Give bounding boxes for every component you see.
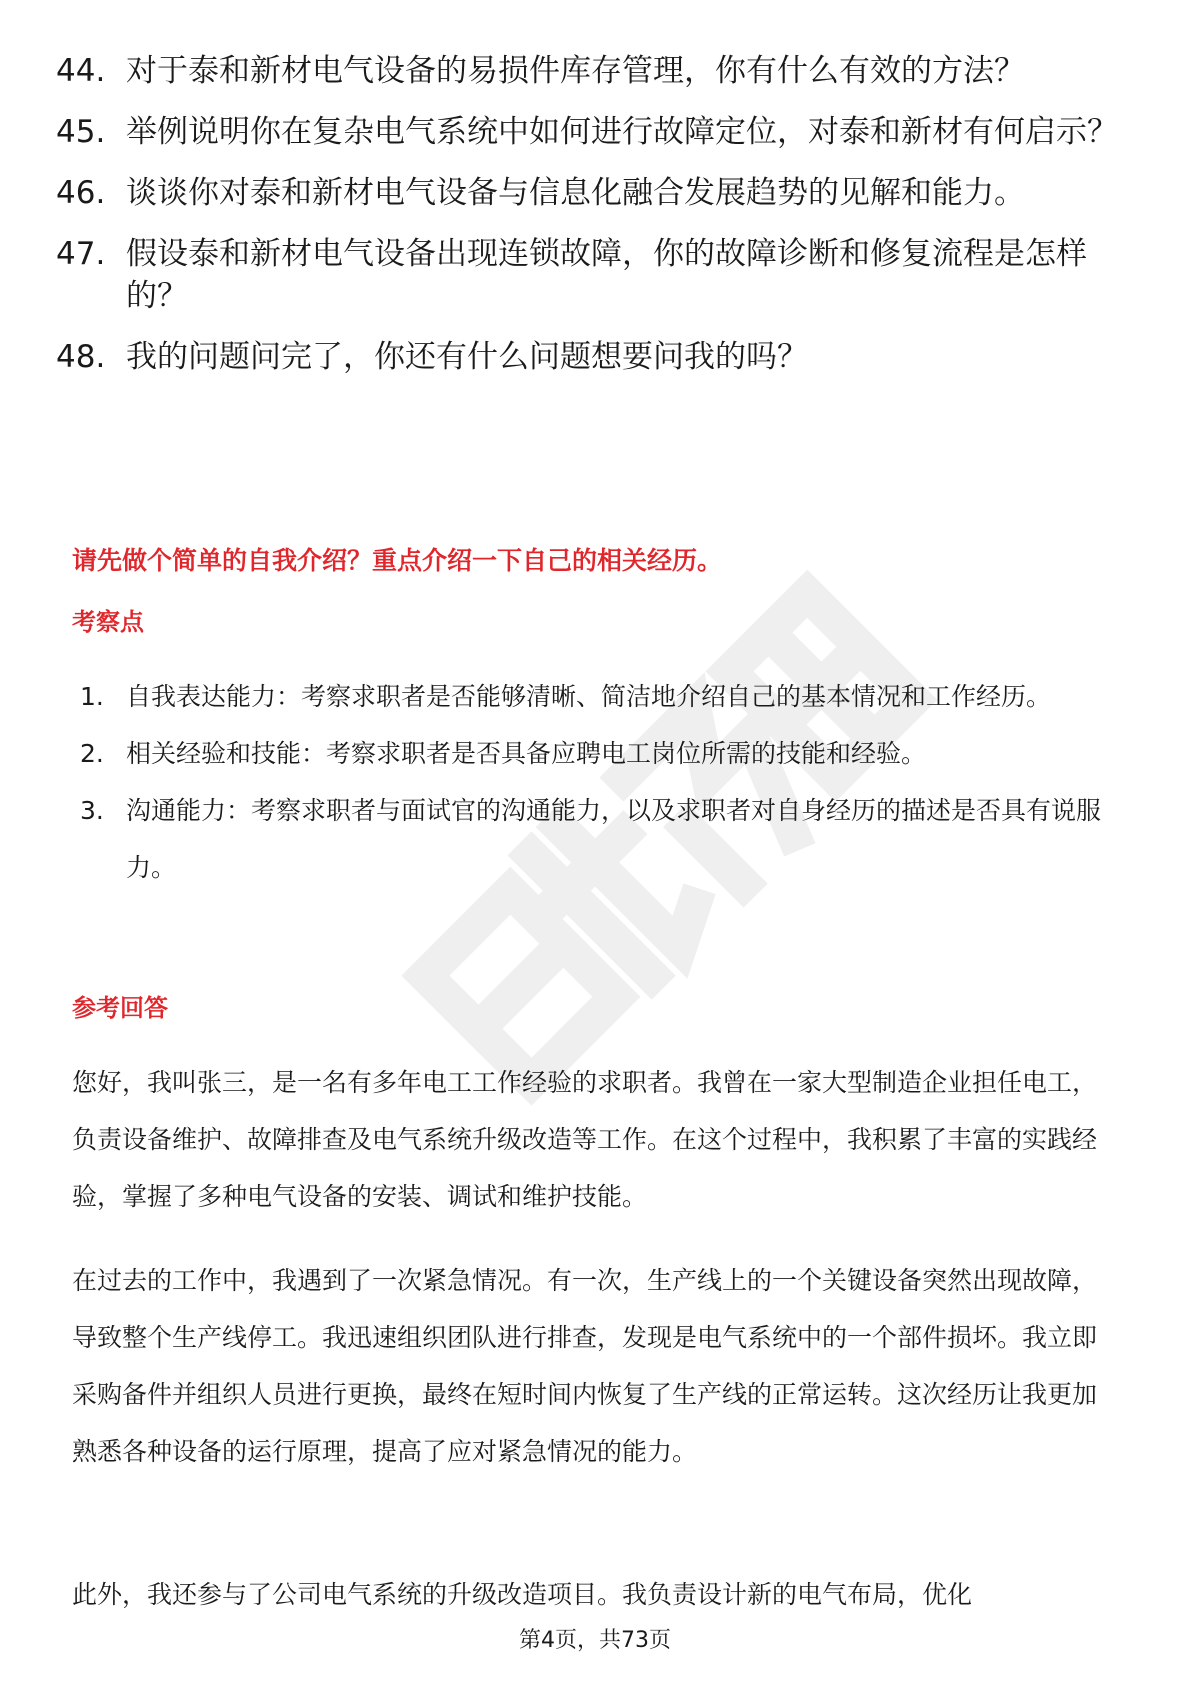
assessment-point [80,782,1120,896]
point-text: 自我表达能力：考察求职者是否能够清晰、简洁地介绍自己的基本情况和工作经历。 [126,682,1052,711]
question-text: 举例说明你在复杂电气系统中如何进行故障定位，对泰和新材有何启示？ [126,114,1118,150]
points-heading: 考察点 [72,608,144,636]
question-text: 谈谈你对泰和新材电气设备与信息化融合发展趋势的见解和能力。 [126,175,1025,211]
question-item [56,111,1146,153]
assessment-point [80,668,1120,725]
answer-paragraph: 此外，我还参与了公司电气系统的升级改造项目。我负责设计新的电气布局，优化 [72,1580,973,1609]
answer-paragraph: 在过去的工作中，我遇到了一次紧急情况。有一次，生产线上的一个关键设备突然出现故障，导致整个生产线停工。我迅速组织团队进行排查，发现是电气系统中的一个部件损坏。我立即采购备件并组织人员进行更换，最终在短时间内恢复了生产线的正常运转。这次经历让我更加熟悉各种设备的运行原理，提高了应对紧急情况的能力。 [72,1266,1098,1466]
question-number: 47. [56,236,106,272]
point-text: 相关经验和技能：考察求职者是否具备应聘电工岗位所需的技能和经验。 [126,739,927,768]
question-number: 46. [56,175,106,211]
point-number: 3. [80,796,104,825]
answer-paragraph: 您好，我叫张三，是一名有多年电工工作经验的求职者。我曾在一家大型制造企业担任电工，负责设备维护、故障排查及电气系统升级改造等工作。在这个过程中，我积累了丰富的实践经验，掌握了多种电气设备的安装、调试和维护技能。 [72,1068,1098,1211]
answer-heading: 参考回答 [72,994,168,1022]
question-number: 45. [56,114,106,150]
question-item [56,172,1146,214]
question-number: 44. [56,53,106,89]
point-number: 1. [80,682,104,711]
question-text: 我的问题问完了，你还有什么问题想要问我的吗？ [126,339,808,375]
question-text: 对于泰和新材电气设备的易损件库存管理，你有什么有效的方法？ [126,53,1025,89]
main-question-heading: 请先做个简单的自我介绍？重点介绍一下自己的相关经历。 [72,546,723,575]
page-footer: 第4页，共73页 [519,1628,671,1653]
assessment-points-list [80,668,1120,896]
question-list [56,50,1146,397]
question-item [56,233,1146,317]
assessment-point [80,725,1120,782]
question-item [56,336,1146,378]
question-text: 假设泰和新材电气设备出现连锁故障，你的故障诊断和修复流程是怎样的？ [126,236,1087,314]
question-item [56,50,1146,92]
point-text: 沟通能力：考察求职者与面试官的沟通能力，以及求职者对自身经历的描述是否具有说服力。 [126,796,1102,882]
question-number: 48. [56,339,106,375]
point-number: 2. [80,739,104,768]
